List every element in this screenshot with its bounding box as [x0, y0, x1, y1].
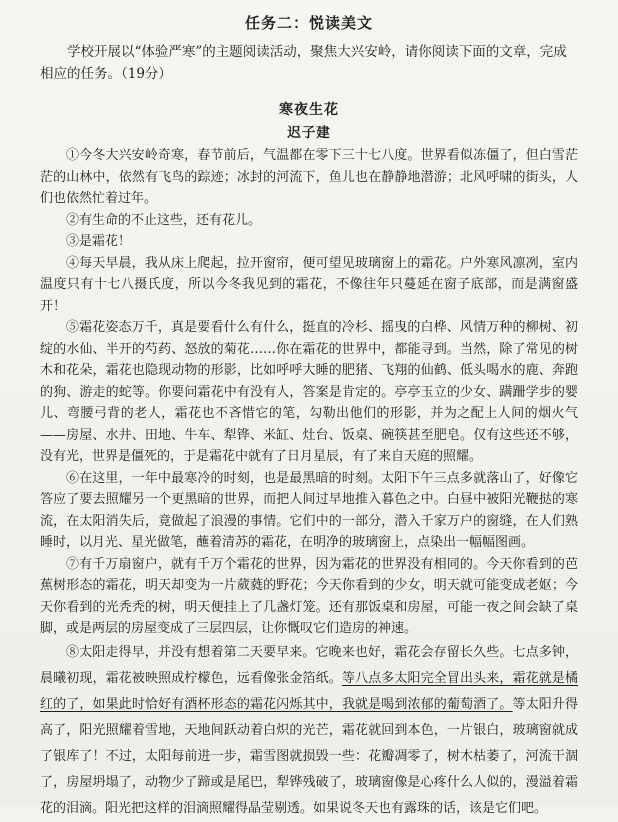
paragraph-5: ⑤霜花姿态万千，真是要看什么有什么，挺直的冷杉、摇曳的白桦、风情万种的柳树、初绽的水仙、半开的芍药、怒放的菊花……你在霜花的世界中，都能寻到。当然，除了常见的树木和花朵，霜花也隐现动物的形影，比如呼呼大睡的肥猪、飞翔的仙鹤、低头喝水的鹿、奔跑的狗、游走的蛇等。你要问霜花中有没有人，答案是肯定的。亭亭玉立的少女、蹒跚学步的婴儿、弯腰弓背的老人，霜花也不吝惜它的笔，勾勒出他们的形影，并为之配上人间的烟火气——房屋、水井、田地、牛车、犁铧、米缸、灶台、饭桌、碗筷甚至肥皂。仅有这些还不够，没有光，世界是僵死的，于是霜花中就有了日月星辰，有了来自天庭的照耀。: [40, 320, 578, 464]
task-title: 任务二：悦读美文: [244, 14, 373, 32]
essay-author: 迟子建: [287, 125, 331, 141]
paragraph-6: ⑥在这里，一年中最寒冷的时刻，也是最黑暗的时刻。太阳下午三点多就落山了，好像它答应了要去照耀另一个更黑暗的世界，而把人间过早地推入暮色之中。白昼中被阳光鞭挞的寒流，在太阳消失后，竟做起了浪漫的事情。它们中的一部分，潜入千家万户的窗缝，在人们熟睡时，以月光、星光做笔，蘸着清苏的霜花，在明净的玻璃窗上，点染出一幅幅图画。: [40, 470, 578, 550]
paragraph-1: ①今冬大兴安岭奇寒，春节前后，气温都在零下三十七八度。世界看似冻僵了，但白雪茫茫的山林中，依然有飞鸟的踪迹；冰封的河流下，鱼儿也在静静地潜游；北风呼啸的街头，人们也依然忙着过年。: [40, 148, 578, 206]
paragraph-2: ②有生命的不止这些，还有花儿。: [66, 212, 262, 228]
paragraph-4: ④每天早晨，我从床上爬起，拉开窗帘，便可望见玻璃窗上的霜花。户外寒风凛冽，室内温度只有十七八摄氏度，所以今冬我见到的霜花，不像往年只蔓延在窗子底部，而是满窗盛开！: [40, 255, 578, 314]
underlined-sentence: 等八点多太阳完全冒出头来，霜花就是橘红的了，如果此时恰好有酒杯形态的霜花闪烁其中，我就是喝到浓郁的葡萄酒了。: [40, 670, 578, 712]
paragraph-7: ⑦有千万扇窗户，就有千万个霜花的世界，因为霜花的世界没有相同的。今天你看到的芭蕉树形态的霜花，明天却变为一片葳蕤的野花；今天你看到的少女，明天就可能变成老妪；今天你看到的光秃秃的树，明天便挂上了几盏灯笼。还有那饭桌和房屋，可能一夜之间会缺了桌脚，或是两层的房屋变成了三层四层，让你慨叹它们造房的神速。: [40, 556, 578, 636]
essay-title: 寒夜生花: [279, 102, 339, 118]
intro-text: 学校开展以“体验严寒”的主题阅读活动，聚焦大兴安岭，请你阅读下面的文章，完成相应的任务。（19分）: [40, 44, 567, 82]
paragraph-3: ③是霜花！: [66, 234, 132, 249]
paragraph-8-end: 等太阳升得高了，阳光照耀着雪地，天地间跃动着白炽的光芒，霜花就回到本色，一片银白，玻璃窗就成了银库了！不过，太阳每前进一步，霜雪图就损毁一些：花瓣凋零了，树木枯萎了，河流干涸了，房屋坍塌了，动物少了蹄或是尾巴，犁铧残破了，玻璃窗像是心疼什么人似的，漫溢着霜花的泪滴。阳光把这样的泪滴照耀得晶莹剔透。如果说冬天也有露珠的话，该是它们吧。: [40, 696, 578, 816]
paragraph-8: [40, 640, 578, 822]
paragraph-8-start: ⑧太阳走得早，并没有想着第二天要早来。它晚来也好，霜花会存留长久些。七点多钟，晨曦初现，霜花被映照成柠檬色，远看像张金箔纸。: [40, 644, 578, 686]
